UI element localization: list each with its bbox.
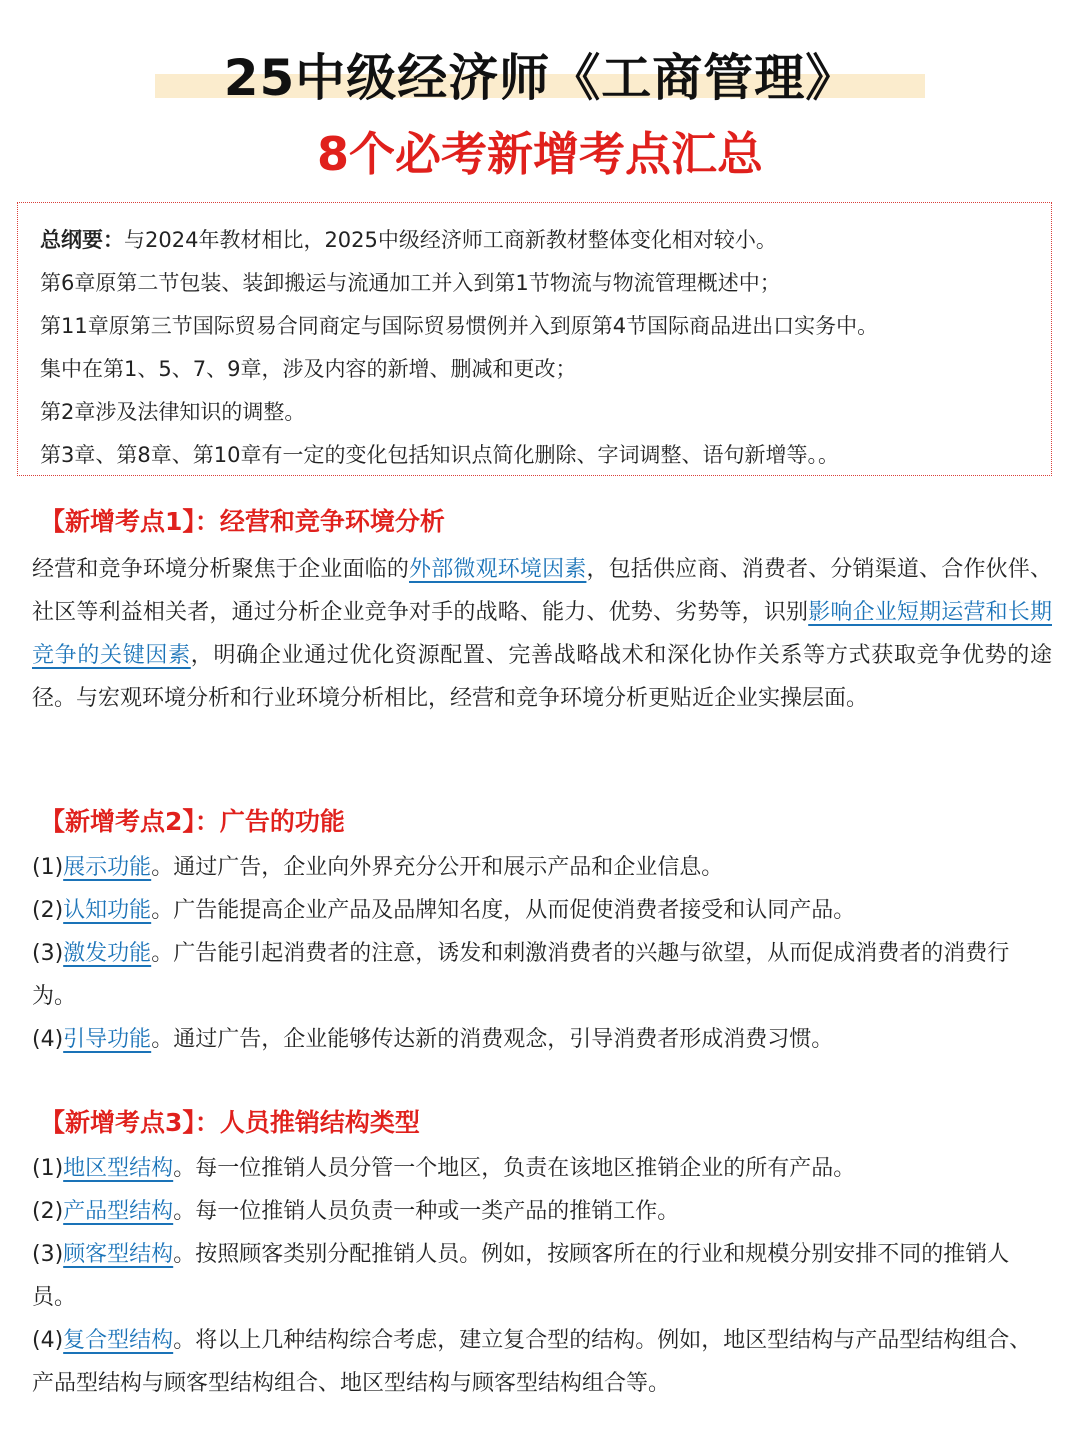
list-item <box>32 932 1052 1018</box>
summary-line: 集中在第1、5、7、9章，涉及内容的新增、删减和更改； <box>40 357 577 381</box>
section-3 <box>32 1103 1052 1405</box>
list-item <box>32 846 1052 889</box>
highlight-term: 引导功能 <box>63 1027 152 1052</box>
section-2-heading: 【新增考点2】：广告的功能 <box>40 807 345 836</box>
paragraph-text: ，明确企业通过优化资源配置、完善战略战术和深化协作关系等方式获取竞争优势的途径。与宏观环境分析和行业环境分析相比，经营和竞争环境分析更贴近企业实操层面。 <box>32 643 1052 711</box>
item-number: (1) <box>32 1156 64 1181</box>
item-number: (4) <box>32 1328 64 1353</box>
section-1-heading: 【新增考点1】：经营和竞争环境分析 <box>40 507 445 536</box>
item-number: (3) <box>32 1242 64 1267</box>
page-title: 25中级经济师《工商管理》 <box>223 49 857 107</box>
summary-intro: 与2024年教材相比，2025中级经济师工商新教材整体变化相对较小。 <box>124 228 777 252</box>
item-text: 。将以上几种结构综合考虑，建立复合型的结构。例如，地区型结构与产品型结构组合、产品型结构与顾客型结构组合、地区型结构与顾客型结构组合等。 <box>32 1328 1032 1396</box>
item-text: 。按照顾客类别分配推销人员。例如，按顾客所在的行业和规模分别安排不同的推销人员。 <box>32 1242 1010 1310</box>
item-number: (2) <box>32 1199 64 1224</box>
highlight-term: 复合型结构 <box>63 1328 174 1353</box>
list-item <box>32 1190 1052 1233</box>
section-2-list <box>32 846 1052 1061</box>
list-item <box>32 1319 1052 1405</box>
summary-line: 第6章原第二节包装、装卸搬运与流通加工并入到第1节物流与物流管理概述中； <box>40 271 781 295</box>
item-number: (1) <box>32 855 64 880</box>
section-3-list <box>32 1147 1052 1405</box>
list-item <box>32 1233 1052 1319</box>
highlight-term: 认知功能 <box>63 898 152 923</box>
title-area <box>0 30 1080 110</box>
highlight-term: 外部微观环境因素 <box>409 557 587 582</box>
item-text: 。广告能提高企业产品及品牌知名度，从而促使消费者接受和认同产品。 <box>151 898 856 923</box>
item-text: 。每一位推销人员负责一种或一类产品的推销工作。 <box>173 1199 680 1224</box>
item-text: 。广告能引起消费者的注意，诱发和刺激消费者的兴趣与欲望，从而促成消费者的消费行为。 <box>32 941 1010 1009</box>
highlight-term: 激发功能 <box>63 941 152 966</box>
paragraph-text: ，包括供应商、消费者、分销渠道、合作伙伴、社区等利益相关者，通过分析企业竞争对手的战略、能力、优势、劣势等，识别 <box>32 557 1052 625</box>
summary-line: 第2章涉及法律知识的调整。 <box>40 400 306 424</box>
list-item <box>32 889 1052 932</box>
section-3-heading: 【新增考点3】：人员推销结构类型 <box>40 1108 420 1137</box>
section-1-paragraph <box>32 548 1052 720</box>
item-text: 。每一位推销人员分管一个地区，负责在该地区推销企业的所有产品。 <box>173 1156 856 1181</box>
section-2 <box>32 802 1052 1061</box>
item-number: (2) <box>32 898 64 923</box>
list-item <box>32 1018 1052 1061</box>
summary-box <box>17 202 1052 476</box>
item-text: 。通过广告，企业能够传达新的消费观念，引导消费者形成消费习惯。 <box>151 1027 834 1052</box>
page-subtitle: 8个必考新增考点汇总 <box>316 127 763 181</box>
summary-first-line <box>40 219 1029 262</box>
highlight-term: 地区型结构 <box>63 1156 174 1181</box>
list-item <box>32 1147 1052 1190</box>
paragraph-text: 经营和竞争环境分析聚焦于企业面临的 <box>32 557 410 582</box>
highlight-term: 顾客型结构 <box>63 1242 174 1267</box>
summary-line: 第3章、第8章、第10章有一定的变化包括知识点简化删除、字词调整、语句新增等。。 <box>40 443 839 467</box>
item-number: (3) <box>32 941 64 966</box>
item-number: (4) <box>32 1027 64 1052</box>
highlight-term: 展示功能 <box>63 855 152 880</box>
summary-label: 总纲要： <box>40 228 124 252</box>
summary-line: 第11章原第三节国际贸易合同商定与国际贸易惯例并入到原第4节国际商品进出口实务中。 <box>40 314 879 338</box>
highlight-term: 影响企业短期运营和长期竞争的关键因素 <box>32 600 1052 668</box>
highlight-term: 产品型结构 <box>63 1199 174 1224</box>
item-text: 。通过广告，企业向外界充分公开和展示产品和企业信息。 <box>151 855 724 880</box>
section-1 <box>32 502 1052 720</box>
